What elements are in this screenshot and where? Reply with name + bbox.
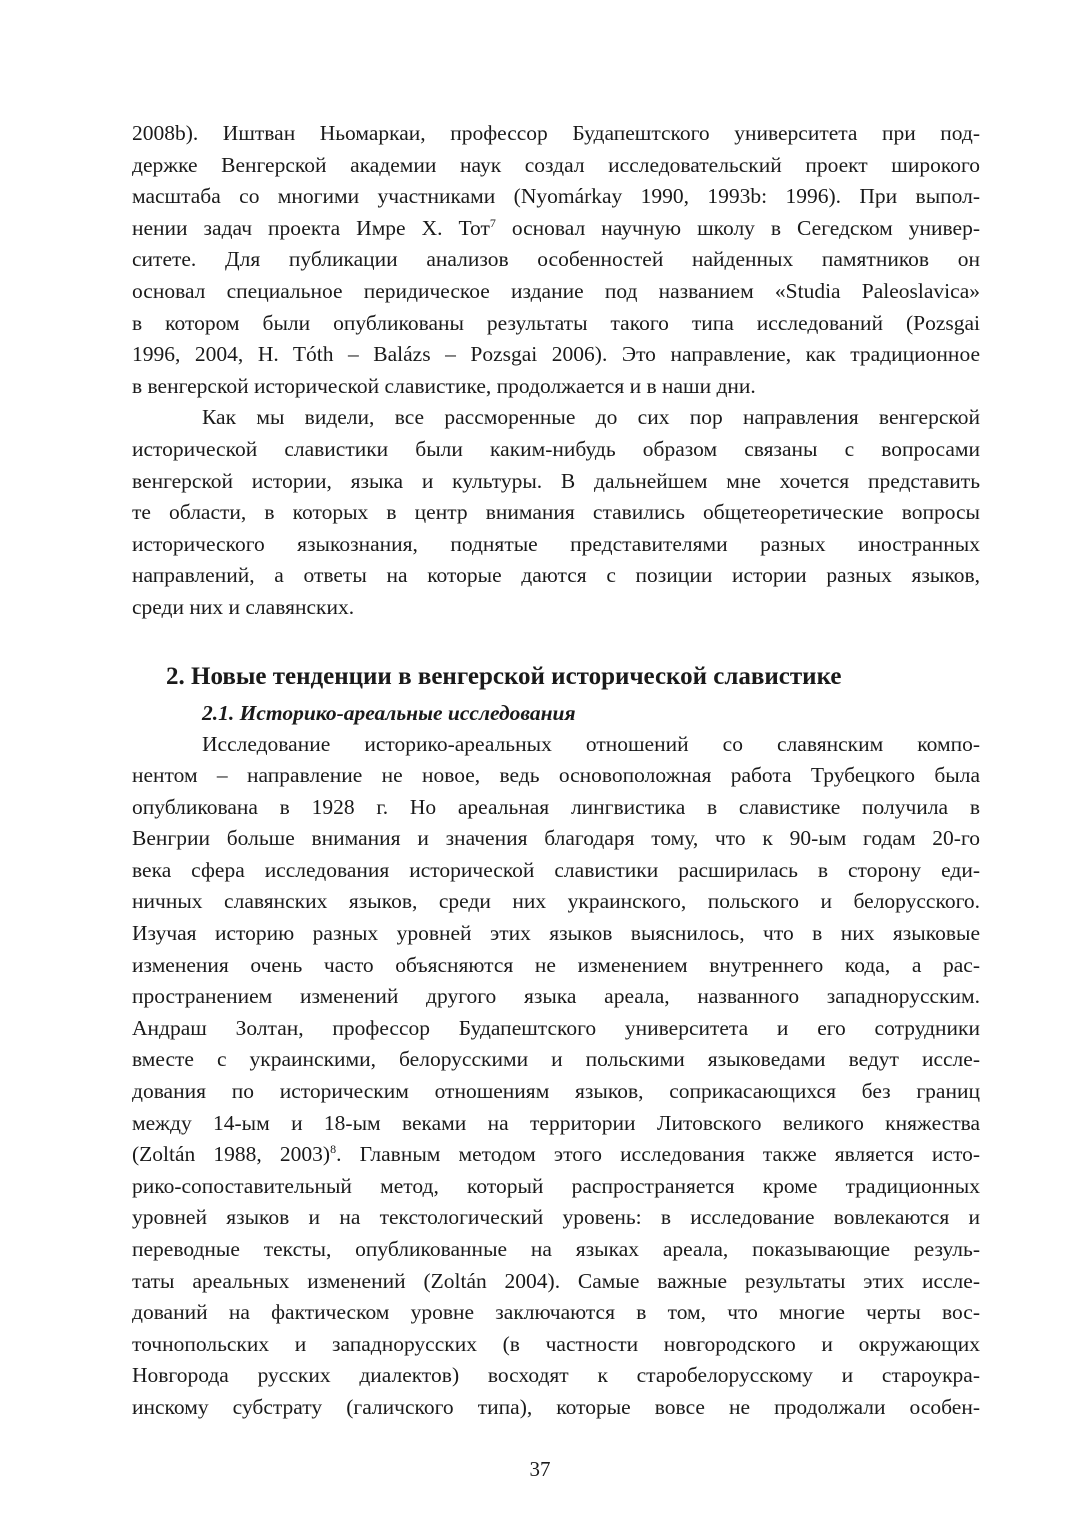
text-line: венгерской истории, языка и культуры. В дальнейшем мне хочется представить [132,468,980,493]
text-line: точнопольских и западнорусских (в частности новгородского и окружающих [132,1331,980,1356]
text-line: 2008b). Иштван Ньомаркаи, профессор Будапештского университета при под- [132,121,980,145]
text-line: изменения очень часто объясняются не изменением внутреннего кода, а рас- [132,952,980,977]
text-line: Венгрии больше внимания и значения благодаря тому, что к 90-ым годам 20-го [132,826,980,851]
text-line: среди них и славянских. [132,594,355,619]
text-line: ситете. Для публикации анализов особенностей найденных памятников он [132,247,980,272]
text-line: исторического языкознания, поднятые представителями разных иностранных [132,531,980,556]
text-line: масштаба со многими участниками (Nyomárkay 1990, 1993b: 1996). При выпол- [132,184,980,209]
text-line: нентом – направление не новое, ведь основоположная работа Трубецкого была [132,763,980,788]
text-line: опубликована в 1928 г. Но ареальная лингвистика в славистике получила в [132,794,980,819]
text-line: 1996, 2004, H. Tóth – Balázs – Pozsgai 2006). Это направление, как традиционное [132,342,980,367]
text-line: века сфера исследования исторической славистики расширилась в сторону еди- [132,857,980,882]
text-line: между 14-ым и 18-ым веками на территории Литовского великого княжества [132,1110,980,1135]
text-line: вместе с украинскими, белорусскими и польскими языковедами ведут иссле- [132,1047,980,1072]
text-line-with-footnote [132,213,980,245]
text-line: уровней языков и на текстологический уровень: в исследование вовлекаются и [132,1205,980,1230]
paragraph-2 [132,402,980,623]
page-number: 37 [529,1457,551,1481]
page-body [132,118,980,1424]
text-line: направлений, а ответы на которые даются с позиции истории разных языков, [132,563,980,588]
section-heading: 2. Новые тенденции в венгерской исторической славистике [166,662,842,690]
text-line: пространением изменений другого языка ареала, названного западнорусским. [132,984,980,1009]
text-segment: основал научную школу в Сегедском универ- [495,215,981,240]
text-line: держке Венгерской академии наук создал исследовательский проект широкого [132,152,980,177]
text-line: дования по историческим отношениям языков, соприкасающихся без границ [132,1079,980,1104]
text-line: в котором были опубликованы результаты такого типа исследований (Pozsgai [132,310,980,335]
text-line: те области, в которых в центр внимания ставились общетеоретические вопросы [132,500,980,525]
footnote-mark: 7 [489,215,496,230]
text-line: таты ареальных изменений (Zoltán 2004). Самые важные результаты этих иссле- [132,1268,980,1293]
text-line: переводные тексты, опубликованные на языках ареала, показывающие резуль- [132,1237,980,1261]
text-line: дований на фактическом уровне заключаются в том, что многие черты вос- [132,1300,980,1325]
paragraph-3 [132,729,980,1424]
text-line: Исследование историко-ареальных отношений со славянским компо- [202,731,980,756]
text-line: инскому субстрату (галичского типа), которые вовсе не продолжали особен- [132,1394,980,1419]
text-line: в венгерской исторической славистике, продолжается и в наши дни. [132,373,756,398]
text-line: основал специальное перидическое издание под названием «Studia Paleoslavica» [132,278,980,303]
text-line: рико-сопоставительный метод, который распространяется кроме традиционных [132,1173,980,1198]
paragraph-1 [132,118,980,402]
text-line-with-footnote [132,1139,980,1171]
text-segment: . Главным методом этого исследования также является исто- [336,1142,980,1167]
text-line: Андраш Золтан, профессор Будапештского университета и его сотрудники [132,1015,980,1040]
text-line: исторической славистики были каким-нибудь образом связаны с вопросами [132,436,980,461]
text-line: ничных славянских языков, среди них украинского, польского и белорусского. [132,889,980,914]
subsection-heading: 2.1. Историко-ареальные исследования [202,700,576,725]
text-line: Изучая историю разных уровней этих языков выяснилось, что в них языковые [132,921,980,946]
text-segment: (Zoltán 1988, 2003) [132,1142,331,1167]
text-line: Новгорода русских диалектов) восходят к старобелорусскому и староукра- [132,1363,980,1388]
text-line: Как мы видели, все рассморенные до сих пор направления венгерской [202,405,980,430]
text-segment: нении задач проекта Имре Х. Тот [132,215,490,240]
footnote-mark: 8 [330,1142,337,1157]
